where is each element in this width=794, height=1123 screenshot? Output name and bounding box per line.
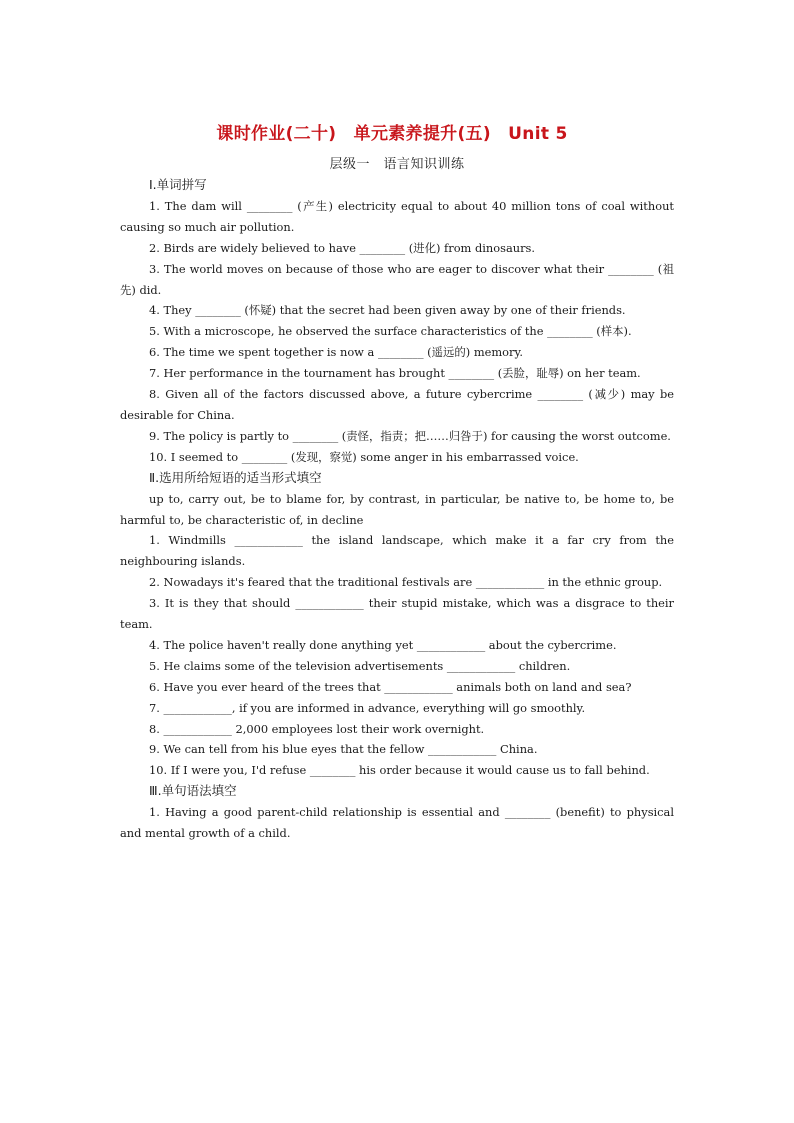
question-item: 9. We can tell from his blue eyes that the fellow ____________ China. — [149, 742, 538, 757]
question-item: 9. The policy is partly to ________ (责怪，指责；把……归咎于) for causing the worst outcome. — [149, 428, 671, 443]
section-heading-grammar: Ⅲ.单句语法填空 — [149, 783, 237, 799]
question-item: 3. It is they that should ____________ their stupid mistake, which was a disgrace to their team. — [120, 596, 674, 632]
question-item: 10. I seemed to ________ (发现，察觉) some anger in his embarrassed voice. — [149, 449, 579, 464]
question-item: 2. Nowadays it's feared that the traditional festivals are ____________ in the ethnic group. — [149, 575, 663, 590]
question-item: 4. They ________ (怀疑) that the secret had been given away by one of their friends. — [149, 303, 626, 318]
phrase-bank: up to, carry out, be to blame for, by contrast, in particular, be native to, be home to, be harmful to, be characteristic of, in decline — [120, 491, 674, 527]
question-item: 6. Have you ever heard of the trees that ____________ animals both on land and sea? — [149, 679, 632, 694]
section-heading-phrases: Ⅱ.选用所给短语的适当形式填空 — [149, 469, 322, 485]
question-item: 3. The world moves on because of those who are eager to discover what their ________ (祖先) did. — [120, 261, 674, 297]
question-item: 10. If I were you, I'd refuse ________ his order because it would cause us to fall behind. — [149, 763, 650, 778]
question-item: 6. The time we spent together is now a ________ (遥远的) memory. — [149, 345, 524, 360]
worksheet-page — [120, 122, 674, 844]
question-item: 2. Birds are widely believed to have ________ (进化) from dinosaurs. — [149, 240, 535, 255]
question-item: 8. ____________ 2,000 employees lost their work overnight. — [149, 721, 485, 736]
question-item: 5. He claims some of the television advertisements ____________ children. — [149, 658, 571, 673]
question-item: 1. Having a good parent-child relationship is essential and ________ (benefit) to physical and mental growth of a child. — [120, 805, 674, 841]
page-title: 课时作业(二十) 单元素养提升(五) Unit 5 — [216, 124, 568, 144]
question-item: 7. Her performance in the tournament has brought ________ (丢脸，耻辱) on her team. — [149, 366, 641, 381]
question-item: 8. Given all of the factors discussed above, a future cybercrime ________ (减少) may be desirable for China. — [120, 387, 674, 422]
section-heading-spelling: Ⅰ.单词拼写 — [149, 177, 207, 192]
question-item: 1. The dam will ________ (产生) electricity equal to about 40 million tons of coal without causing so much air pollution. — [120, 198, 674, 234]
question-item: 4. The police haven't really done anything yet ____________ about the cybercrime. — [149, 637, 617, 652]
question-item: 5. With a microscope, he observed the surface characteristics of the ________ (样本). — [149, 324, 632, 339]
level-heading: 层级一 语言知识训练 — [329, 157, 465, 172]
question-item: 1. Windmills ____________ the island landscape, which make it a far cry from the neighbouring islands. — [120, 533, 674, 569]
question-item: 7. ____________, if you are informed in advance, everything will go smoothly. — [149, 700, 586, 715]
